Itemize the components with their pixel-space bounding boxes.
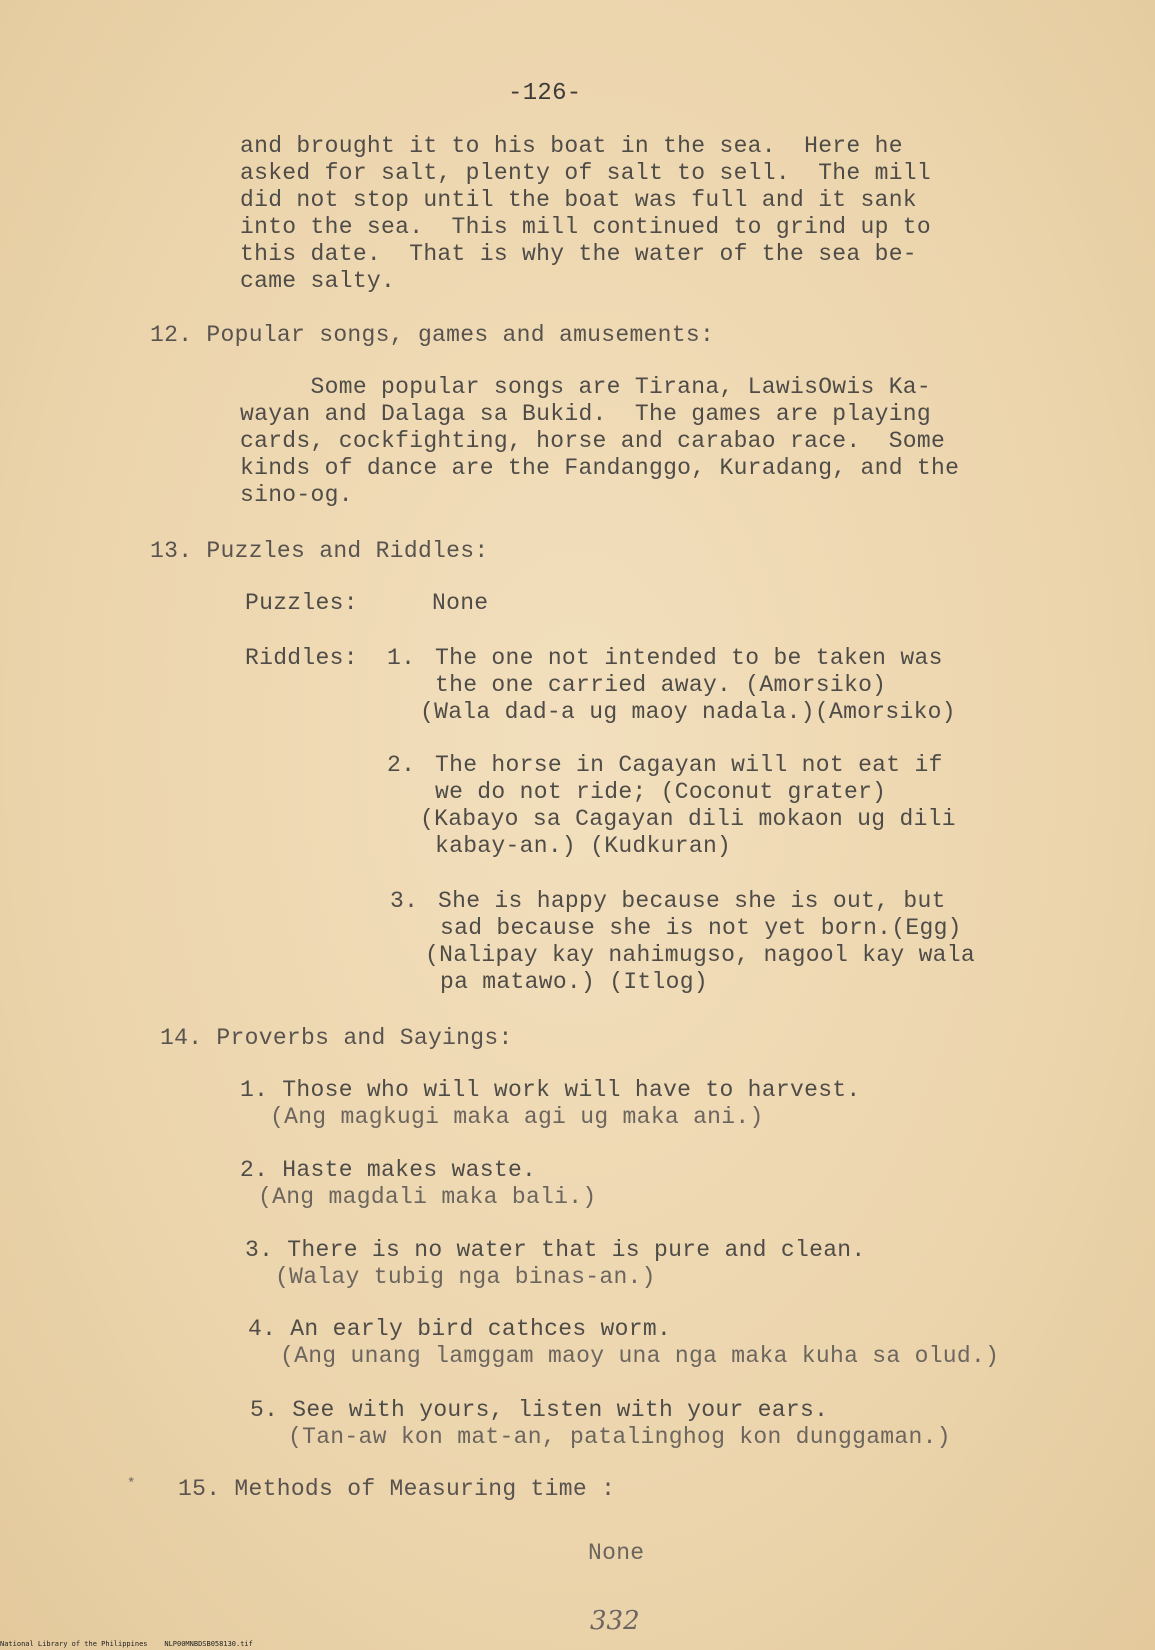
archive-footer: National Library of the Philippines NLP00MNBDSB058130.tif [0, 1640, 253, 1648]
riddle-line: The one not intended to be taken was [435, 645, 943, 671]
riddle-number: 3. [390, 888, 419, 914]
riddles-label: Riddles: [245, 645, 358, 671]
riddle-line: (Wala dad-a ug maoy nadala.)(Amorsiko) [420, 699, 956, 725]
proverb-line: 2. Haste makes waste. [240, 1157, 537, 1183]
section-13-heading: 13. Puzzles and Riddles: [150, 538, 489, 564]
riddle-line: (Kabayo sa Cagayan dili mokaon ug dili [420, 806, 956, 832]
riddle-number: 1. [387, 645, 416, 671]
riddle-line: She is happy because she is out, but [438, 888, 946, 914]
intro-line: did not stop until the boat was full and it sank [240, 187, 917, 213]
puzzles-label: Puzzles: [245, 590, 358, 616]
section-15-heading: 15. Methods of Measuring time : [178, 1476, 616, 1502]
section-12-heading: 12. Popular songs, games and amusements: [150, 322, 715, 348]
puzzles-value: None [432, 590, 489, 616]
proverb-translation: (Tan-aw kon mat-an, patalinghog kon dunggaman.) [288, 1424, 951, 1450]
section-12-line: kinds of dance are the Fandanggo, Kuradang, and the [240, 455, 960, 481]
riddle-line: pa matawo.) (Itlog) [440, 969, 708, 995]
intro-line: into the sea. This mill continued to grind up to [240, 214, 932, 240]
section-12-line: sino-og. [240, 482, 353, 508]
riddle-line: The horse in Cagayan will not eat if [435, 752, 943, 778]
proverb-line: 1. Those who will work will have to harvest. [240, 1077, 861, 1103]
proverb-translation: (Walay tubig nga binas-an.) [275, 1264, 656, 1290]
proverb-translation: (Ang magkugi maka agi ug maka ani.) [270, 1104, 764, 1130]
proverb-translation: (Ang magdali maka bali.) [258, 1184, 597, 1210]
proverb-line: 3. There is no water that is pure and clean. [245, 1237, 866, 1263]
riddle-line: sad because she is not yet born.(Egg) [440, 915, 962, 941]
intro-line: asked for salt, plenty of salt to sell. The mill [240, 160, 932, 186]
proverb-line: 4. An early bird cathces worm. [248, 1316, 672, 1342]
section-12-line: Some popular songs are Tirana, LawisOwis Ka- [240, 374, 932, 400]
proverb-translation: (Ang unang lamggam maoy una nga maka kuha sa olud.) [280, 1343, 1000, 1369]
riddle-line: the one carried away. (Amorsiko) [435, 672, 887, 698]
proverb-line: 5. See with yours, listen with your ears. [250, 1397, 829, 1423]
riddle-line: we do not ride; (Coconut grater) [435, 779, 887, 805]
riddle-line: kabay-an.) (Kudkuran) [435, 833, 732, 859]
intro-line: and brought it to his boat in the sea. Here he [240, 133, 903, 159]
riddle-line: (Nalipay kay nahimugso, nagool kay wala [425, 942, 975, 968]
section-12-line: cards, cockfighting, horse and carabao race. Some [240, 428, 946, 454]
margin-mark: * [127, 1476, 136, 1492]
folio-number: 332 [590, 1606, 640, 1636]
intro-line: this date. That is why the water of the sea be- [240, 241, 917, 267]
page-number: -126- [508, 80, 582, 107]
section-14-heading: 14. Proverbs and Sayings: [160, 1025, 513, 1051]
section-12-line: wayan and Dalaga sa Bukid. The games are playing [240, 401, 932, 427]
riddle-number: 2. [387, 752, 416, 778]
intro-line: came salty. [240, 268, 396, 294]
section-15-value: None [588, 1540, 645, 1566]
